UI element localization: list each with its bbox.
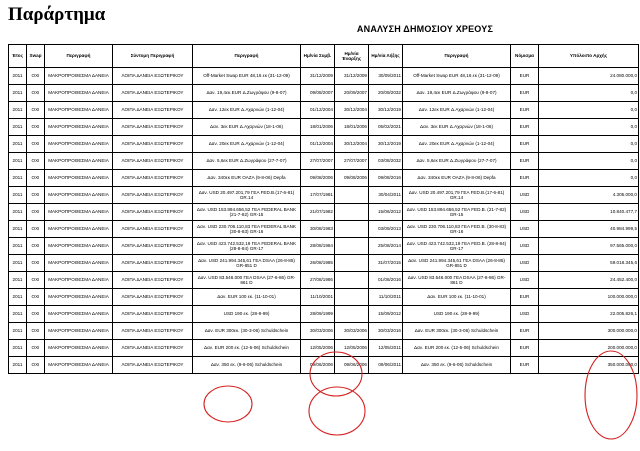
year-cell: 2011 — [9, 255, 27, 272]
loan-description-cell: Δαν. 3εκ EUR Δ.Αχαρνών (18-1-06) — [193, 119, 301, 136]
swap-cell: ΟΧΙ — [27, 204, 45, 221]
contract-date-cell: 21/07/1982 — [301, 204, 335, 221]
swap-cell: ΟΧΙ — [27, 255, 45, 272]
start-date-cell — [335, 255, 369, 272]
start-date-cell — [335, 187, 369, 204]
category-cell: ΜΑΚΡΟΠΡΟΘΕΣΜΑ ΔΑΝΕΙΑ — [45, 102, 113, 119]
short-description-cell: ΛΟΙΠΑ ΔΑΝΕΙΑ ΕΞΩΤΕΡΙΚΟΥ — [113, 221, 193, 238]
swap-cell: ΟΧΙ — [27, 187, 45, 204]
loan-description-cell: Δαν. 340εκ EUR ΟΑΖΑ (9-8-06) Depfa — [193, 170, 301, 187]
opening-balance-cell: 200.000.000,0 — [539, 340, 639, 357]
opening-balance-cell: 59.018.345,6 — [539, 255, 639, 272]
year-cell: 2011 — [9, 340, 27, 357]
start-date-cell — [335, 306, 369, 323]
category-cell: ΜΑΚΡΟΠΡΟΘΕΣΜΑ ΔΑΝΕΙΑ — [45, 306, 113, 323]
col-opening-balance-header: Υπόλοιπο Αρχής — [539, 45, 639, 68]
loan-description-cell: Δαν. USD 241.994.345,61 ΓΕΑ DSAA (26-8-85) GR-851 D — [193, 255, 301, 272]
loan-description-2-cell: Δαν. USD 153.894.656,52 ΓΕΑ FED.B. (21-7-82) GR-15 — [403, 204, 511, 221]
maturity-date-cell: 03/09/2013 — [369, 221, 403, 238]
table-row — [9, 272, 639, 289]
page-heading: Παράρτημα — [8, 4, 106, 25]
year-cell: 2011 — [9, 68, 27, 85]
year-cell: 2011 — [9, 102, 27, 119]
loan-description-cell: Δαν. 20εκ EUR Δ.Αχαρνών (1-12-04) — [193, 136, 301, 153]
date-circle-2-mark — [309, 387, 365, 435]
table-row — [9, 153, 639, 170]
short-description-cell: ΛΟΙΠΑ ΔΑΝΕΙΑ ΕΞΩΤΕΡΙΚΟΥ — [113, 68, 193, 85]
category-cell: ΜΑΚΡΟΠΡΟΘΕΣΜΑ ΔΑΝΕΙΑ — [45, 289, 113, 306]
year-cell: 2011 — [9, 170, 27, 187]
loan-description-2-cell: Δαν. 20εκ EUR Δ.Αχαρνών (1-12-04) — [403, 136, 511, 153]
start-date-cell: 09/08/2006 — [335, 170, 369, 187]
currency-cell: EUR — [511, 323, 539, 340]
col-year-header: Έτος — [9, 45, 27, 68]
category-cell: ΜΑΚΡΟΠΡΟΘΕΣΜΑ ΔΑΝΕΙΑ — [45, 340, 113, 357]
table-row — [9, 289, 639, 306]
swap-cell: ΟΧΙ — [27, 68, 45, 85]
start-date-cell: 30/03/2006 — [335, 323, 369, 340]
opening-balance-cell: 100.000.000,0 — [539, 289, 639, 306]
category-cell: ΜΑΚΡΟΠΡΟΘΕΣΜΑ ΔΑΝΕΙΑ — [45, 238, 113, 255]
year-cell: 2011 — [9, 119, 27, 136]
category-cell: ΜΑΚΡΟΠΡΟΘΕΣΜΑ ΔΑΝΕΙΑ — [45, 68, 113, 85]
start-date-cell: 20/09/2007 — [335, 85, 369, 102]
short-description-cell: ΛΟΙΠΑ ΔΑΝΕΙΑ ΕΞΩΤΕΡΙΚΟΥ — [113, 238, 193, 255]
schuldschein-circle-mark — [204, 386, 252, 422]
currency-cell: EUR — [511, 170, 539, 187]
table-row — [9, 221, 639, 238]
maturity-date-cell: 30/04/2011 — [369, 187, 403, 204]
loan-description-cell: Δαν. 350 εκ. (9-6-06) Schuldschein — [193, 357, 301, 374]
short-description-cell: ΛΟΙΠΑ ΔΑΝΕΙΑ ΕΞΩΤΕΡΙΚΟΥ — [113, 340, 193, 357]
loan-description-2-cell: Δαν. EUR 300εκ. (30-3-06) Schuldschein — [403, 323, 511, 340]
opening-balance-cell: 22.005.826,1 — [539, 306, 639, 323]
start-date-cell: 31/12/2009 — [335, 68, 369, 85]
year-cell: 2011 — [9, 204, 27, 221]
opening-balance-cell: 24.452.400,0 — [539, 272, 639, 289]
currency-cell: EUR — [511, 102, 539, 119]
year-cell: 2011 — [9, 85, 27, 102]
loan-description-2-cell: Δαν. 5,6εκ EUR Δ.Ζωγράφου (27-7-07) — [403, 153, 511, 170]
contract-date-cell: 12/05/2006 — [301, 340, 335, 357]
short-description-cell: ΛΟΙΠΑ ΔΑΝΕΙΑ ΕΞΩΤΕΡΙΚΟΥ — [113, 170, 193, 187]
year-cell: 2011 — [9, 221, 27, 238]
currency-cell: USD — [511, 306, 539, 323]
table-row — [9, 170, 639, 187]
maturity-date-cell: 20/09/2032 — [369, 85, 403, 102]
short-description-cell: ΛΟΙΠΑ ΔΑΝΕΙΑ ΕΞΩΤΕΡΙΚΟΥ — [113, 119, 193, 136]
short-description-cell: ΛΟΙΠΑ ΔΑΝΕΙΑ ΕΞΩΤΕΡΙΚΟΥ — [113, 306, 193, 323]
contract-date-cell: 01/12/2004 — [301, 102, 335, 119]
year-cell: 2011 — [9, 357, 27, 374]
header-row — [9, 45, 639, 68]
loan-description-cell: Off-Market Swap EUR 48,16 εκ (31-12-09) — [193, 68, 301, 85]
contract-date-cell: 09/08/2007 — [301, 85, 335, 102]
short-description-cell: ΛΟΙΠΑ ΔΑΝΕΙΑ ΕΞΩΤΕΡΙΚΟΥ — [113, 272, 193, 289]
col-maturity-date-header: Ημ/νία Λήξης — [369, 45, 403, 68]
currency-cell: EUR — [511, 153, 539, 170]
loan-description-cell: USD 190 εκ. (28-9-99) — [193, 306, 301, 323]
loan-description-cell: Δαν. 12εκ EUR Δ.Αχαρνών (1-12-04) — [193, 102, 301, 119]
contract-date-cell: 27/08/1986 — [301, 272, 335, 289]
year-cell: 2011 — [9, 153, 27, 170]
contract-date-cell: 09/06/2006 — [301, 357, 335, 374]
currency-cell: EUR — [511, 119, 539, 136]
maturity-date-cell: 30/03/2016 — [369, 323, 403, 340]
swap-cell: ΟΧΙ — [27, 323, 45, 340]
table-row — [9, 238, 639, 255]
maturity-date-cell: 15/06/2012 — [369, 204, 403, 221]
short-description-cell: ΛΟΙΠΑ ΔΑΝΕΙΑ ΕΞΩΤΕΡΙΚΟΥ — [113, 102, 193, 119]
loan-description-2-cell: Δαν. USD 83.546.000 ΓΕΑ DSAA (27-8-86) GR-861 D — [403, 272, 511, 289]
table-row — [9, 323, 639, 340]
category-cell: ΜΑΚΡΟΠΡΟΘΕΣΜΑ ΔΑΝΕΙΑ — [45, 153, 113, 170]
currency-cell: EUR — [511, 136, 539, 153]
category-cell: ΜΑΚΡΟΠΡΟΘΕΣΜΑ ΔΑΝΕΙΑ — [45, 119, 113, 136]
contract-date-cell: 27/07/2007 — [301, 153, 335, 170]
maturity-date-cell: 31/07/2015 — [369, 255, 403, 272]
loan-description-cell: Δαν. EUR 300εκ. (30-3-06) Schuldschein — [193, 323, 301, 340]
table-row — [9, 357, 639, 374]
swap-cell: ΟΧΙ — [27, 221, 45, 238]
col-loan-description-header: Περιγραφή — [193, 45, 301, 68]
col-start-date-header: Ημ/νία Έναρξης — [335, 45, 369, 68]
category-cell: ΜΑΚΡΟΠΡΟΘΕΣΜΑ ΔΑΝΕΙΑ — [45, 272, 113, 289]
short-description-cell: ΛΟΙΠΑ ΔΑΝΕΙΑ ΕΞΩΤΕΡΙΚΟΥ — [113, 255, 193, 272]
category-cell: ΜΑΚΡΟΠΡΟΘΕΣΜΑ ΔΑΝΕΙΑ — [45, 85, 113, 102]
table-row — [9, 255, 639, 272]
year-cell: 2011 — [9, 187, 27, 204]
maturity-date-cell: 12/05/2011 — [369, 340, 403, 357]
year-cell: 2011 — [9, 136, 27, 153]
loan-description-2-cell: USD 190 εκ. (28-9-99) — [403, 306, 511, 323]
short-description-cell: ΛΟΙΠΑ ΔΑΝΕΙΑ ΕΞΩΤΕΡΙΚΟΥ — [113, 323, 193, 340]
currency-cell: USD — [511, 204, 539, 221]
maturity-date-cell: 30/12/2019 — [369, 102, 403, 119]
contract-date-cell: 11/10/2001 — [301, 289, 335, 306]
maturity-date-cell: 09/06/2011 — [369, 357, 403, 374]
currency-cell: USD — [511, 238, 539, 255]
short-description-cell: ΛΟΙΠΑ ΔΑΝΕΙΑ ΕΞΩΤΕΡΙΚΟΥ — [113, 136, 193, 153]
start-date-cell — [335, 204, 369, 221]
start-date-cell: 12/05/2006 — [335, 340, 369, 357]
col-description-header: Περιγραφή — [45, 45, 113, 68]
swap-cell: ΟΧΙ — [27, 357, 45, 374]
opening-balance-cell: 0,0 — [539, 153, 639, 170]
table-row — [9, 102, 639, 119]
col-loan-description-2-header: Περιγραφή — [403, 45, 511, 68]
loan-description-2-cell: Δαν. USD 230.706.110,83 ΓΕΑ FED.B. (30-8-83) GR-16 — [403, 221, 511, 238]
col-short-description-header: Σύντομη Περιγραφή — [113, 45, 193, 68]
currency-cell: EUR — [511, 340, 539, 357]
loan-description-2-cell: Δαν. 3εκ EUR Δ.Αχαρνών (18-1-06) — [403, 119, 511, 136]
contract-date-cell: 26/08/1985 — [301, 255, 335, 272]
currency-cell: USD — [511, 221, 539, 238]
opening-balance-cell: 0,0 — [539, 136, 639, 153]
loan-description-2-cell: Δαν. 12εκ EUR Δ.Αχαρνών (1-12-04) — [403, 102, 511, 119]
start-date-cell — [335, 272, 369, 289]
currency-cell: EUR — [511, 85, 539, 102]
opening-balance-cell: 10.840.477,7 — [539, 204, 639, 221]
maturity-date-cell: 30/09/2011 — [369, 68, 403, 85]
start-date-cell — [335, 238, 369, 255]
swap-cell: ΟΧΙ — [27, 153, 45, 170]
currency-cell: USD — [511, 187, 539, 204]
opening-balance-cell: 4.305.000,0 — [539, 187, 639, 204]
debt-table — [8, 44, 639, 374]
year-cell: 2011 — [9, 306, 27, 323]
opening-balance-cell: 97.565.000,0 — [539, 238, 639, 255]
loan-description-2-cell: Δαν. USD 20.497.201,79 ΓΕΑ FED.B.(17-6-81) GR.14 — [403, 187, 511, 204]
loan-description-cell: Δαν. USD 423.742.532,19 ΓΕΑ FEDERAL BANK (28-8-84) GR-17 — [193, 238, 301, 255]
swap-cell: ΟΧΙ — [27, 119, 45, 136]
table-row — [9, 119, 639, 136]
loan-description-2-cell: Off-Market Swap EUR 48,16 εκ (31-12-09) — [403, 68, 511, 85]
opening-balance-cell: 350.000.000,0 — [539, 357, 639, 374]
start-date-cell: 27/07/2007 — [335, 153, 369, 170]
loan-description-cell: Δαν. EUR 200 εκ. (12-5-06) Schuldschein — [193, 340, 301, 357]
swap-cell: ΟΧΙ — [27, 306, 45, 323]
year-cell: 2011 — [9, 323, 27, 340]
maturity-date-cell: 03/08/2032 — [369, 153, 403, 170]
table-row — [9, 187, 639, 204]
short-description-cell: ΛΟΙΠΑ ΔΑΝΕΙΑ ΕΞΩΤΕΡΙΚΟΥ — [113, 289, 193, 306]
short-description-cell: ΛΟΙΠΑ ΔΑΝΕΙΑ ΕΞΩΤΕΡΙΚΟΥ — [113, 187, 193, 204]
loan-description-cell: Δαν. USD 83.546.000 ΓΕΑ DSAA (27-8-86) GR-861 D — [193, 272, 301, 289]
currency-cell: EUR — [511, 68, 539, 85]
contract-date-cell: 18/01/2006 — [301, 119, 335, 136]
loan-description-2-cell: Δαν. 350 εκ. (9-6-06) Schuldschein — [403, 357, 511, 374]
swap-cell: ΟΧΙ — [27, 102, 45, 119]
swap-cell: ΟΧΙ — [27, 340, 45, 357]
short-description-cell: ΛΟΙΠΑ ΔΑΝΕΙΑ ΕΞΩΤΕΡΙΚΟΥ — [113, 85, 193, 102]
category-cell: ΜΑΚΡΟΠΡΟΘΕΣΜΑ ΔΑΝΕΙΑ — [45, 204, 113, 221]
start-date-cell: 30/12/2004 — [335, 136, 369, 153]
loan-description-2-cell: Δαν. 19,4εκ EUR Δ.Ζωγράφου (9-8-07) — [403, 85, 511, 102]
loan-description-cell: Δαν. 5,6εκ EUR Δ.Ζωγράφου (27-7-07) — [193, 153, 301, 170]
maturity-date-cell: 15/09/2012 — [369, 306, 403, 323]
category-cell: ΜΑΚΡΟΠΡΟΘΕΣΜΑ ΔΑΝΕΙΑ — [45, 170, 113, 187]
swap-cell: ΟΧΙ — [27, 85, 45, 102]
start-date-cell — [335, 289, 369, 306]
category-cell: ΜΑΚΡΟΠΡΟΘΕΣΜΑ ΔΑΝΕΙΑ — [45, 187, 113, 204]
start-date-cell: 30/12/2004 — [335, 102, 369, 119]
opening-balance-cell: 24.080.000,0 — [539, 68, 639, 85]
loan-description-2-cell: Δαν. 340εκ EUR ΟΑΖΑ (9-8-06) Depfa — [403, 170, 511, 187]
contract-date-cell: 28/09/1999 — [301, 306, 335, 323]
year-cell: 2011 — [9, 289, 27, 306]
category-cell: ΜΑΚΡΟΠΡΟΘΕΣΜΑ ΔΑΝΕΙΑ — [45, 136, 113, 153]
swap-cell: ΟΧΙ — [27, 238, 45, 255]
opening-balance-cell: 0,0 — [539, 170, 639, 187]
category-cell: ΜΑΚΡΟΠΡΟΘΕΣΜΑ ΔΑΝΕΙΑ — [45, 357, 113, 374]
col-swap-header: Swap — [27, 45, 45, 68]
table-row — [9, 306, 639, 323]
col-currency-header: Νόμισμα — [511, 45, 539, 68]
maturity-date-cell: 11/10/2011 — [369, 289, 403, 306]
category-cell: ΜΑΚΡΟΠΡΟΘΕΣΜΑ ΔΑΝΕΙΑ — [45, 323, 113, 340]
swap-cell: ΟΧΙ — [27, 289, 45, 306]
category-cell: ΜΑΚΡΟΠΡΟΘΕΣΜΑ ΔΑΝΕΙΑ — [45, 221, 113, 238]
loan-description-2-cell: Δαν. EUR 200 εκ. (12-5-06) Schuldschein — [403, 340, 511, 357]
maturity-date-cell: 01/08/2016 — [369, 272, 403, 289]
table-row — [9, 340, 639, 357]
table-row — [9, 85, 639, 102]
col-contract-date-header: Ημ/νία Συμβ. — [301, 45, 335, 68]
contract-date-cell: 01/12/2004 — [301, 136, 335, 153]
currency-cell: EUR — [511, 289, 539, 306]
start-date-cell — [335, 221, 369, 238]
start-date-cell: 09/06/2006 — [335, 357, 369, 374]
loan-description-cell: Δαν. USD 230.706.110,83 ΓΕΑ FEDERAL BANK (30-8-83) GR-16 — [193, 221, 301, 238]
table-row — [9, 136, 639, 153]
opening-balance-cell: 40.984.999,5 — [539, 221, 639, 238]
currency-cell: USD — [511, 272, 539, 289]
loan-description-cell: Δαν. USD 153.894.656,52 ΓΕΑ FEDERAL BANK (21-7-82) GR-15 — [193, 204, 301, 221]
contract-date-cell: 30/08/1983 — [301, 221, 335, 238]
currency-cell: EUR — [511, 357, 539, 374]
report-title: ΑΝΑΛΥΣΗ ΔΗΜΟΣΙΟΥ ΧΡΕΟΥΣ — [356, 24, 494, 34]
table-body — [9, 68, 639, 374]
maturity-date-cell: 30/12/2019 — [369, 136, 403, 153]
contract-date-cell: 09/08/2006 — [301, 170, 335, 187]
swap-cell: ΟΧΙ — [27, 170, 45, 187]
loan-description-2-cell: Δαν. EUR 100 εκ. (11-10-01) — [403, 289, 511, 306]
short-description-cell: ΛΟΙΠΑ ΔΑΝΕΙΑ ΕΞΩΤΕΡΙΚΟΥ — [113, 153, 193, 170]
opening-balance-cell: 0,0 — [539, 85, 639, 102]
maturity-date-cell: 05/02/2021 — [369, 119, 403, 136]
loan-description-cell: Δαν. 19,4εκ.EUR Δ.Ζωγράφου (9-8-07) — [193, 85, 301, 102]
loan-description-cell: Δαν. USD 20.497.201,79 ΓΕΑ FED.B.(17-6-81) GR.14 — [193, 187, 301, 204]
start-date-cell: 18/01/2006 — [335, 119, 369, 136]
contract-date-cell: 28/08/1984 — [301, 238, 335, 255]
opening-balance-cell: 0,0 — [539, 102, 639, 119]
swap-cell: ΟΧΙ — [27, 272, 45, 289]
loan-description-2-cell: Δαν. USD 423.742.532,19 ΓΕΑ FED.B. (28-8-84) GR-17 — [403, 238, 511, 255]
maturity-date-cell: 25/08/2014 — [369, 238, 403, 255]
table-row — [9, 204, 639, 221]
swap-cell: ΟΧΙ — [27, 136, 45, 153]
currency-cell: USD — [511, 255, 539, 272]
loan-description-2-cell: Δαν. USD 241.994.345,61 ΓΕΑ DSAA (26-8-85) GR-851 D — [403, 255, 511, 272]
year-cell: 2011 — [9, 238, 27, 255]
year-cell: 2011 — [9, 272, 27, 289]
opening-balance-cell: 300.000.000,0 — [539, 323, 639, 340]
table-row — [9, 68, 639, 85]
opening-balance-cell: 0,0 — [539, 119, 639, 136]
contract-date-cell: 30/03/2006 — [301, 323, 335, 340]
maturity-date-cell: 09/08/2016 — [369, 170, 403, 187]
contract-date-cell: 31/12/2009 — [301, 68, 335, 85]
short-description-cell: ΛΟΙΠΑ ΔΑΝΕΙΑ ΕΞΩΤΕΡΙΚΟΥ — [113, 357, 193, 374]
category-cell: ΜΑΚΡΟΠΡΟΘΕΣΜΑ ΔΑΝΕΙΑ — [45, 255, 113, 272]
contract-date-cell: 17/07/1981 — [301, 187, 335, 204]
short-description-cell: ΛΟΙΠΑ ΔΑΝΕΙΑ ΕΞΩΤΕΡΙΚΟΥ — [113, 204, 193, 221]
loan-description-cell: Δαν. EUR 100 εκ. (11-10-01) — [193, 289, 301, 306]
